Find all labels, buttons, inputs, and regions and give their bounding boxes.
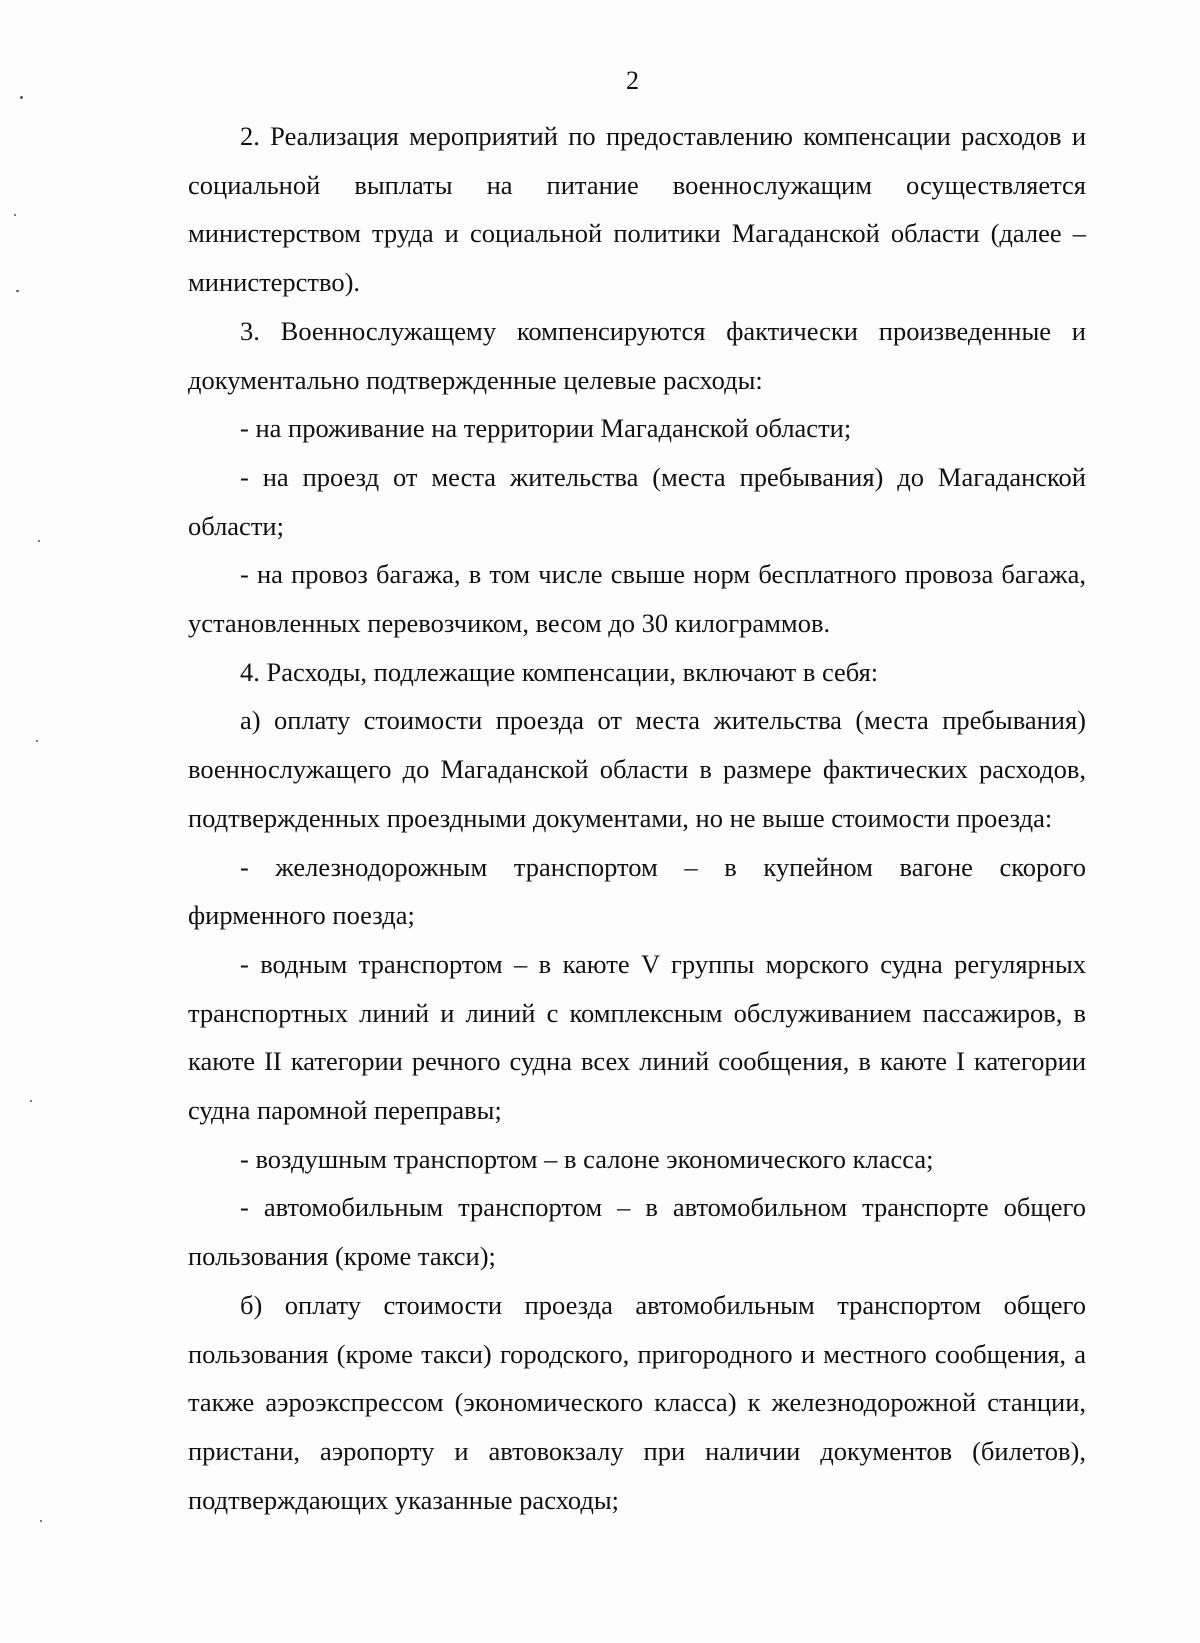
paragraph-4: 4. Расходы, подлежащие компенсации, включают в себя: xyxy=(240,656,879,687)
list-item-water: - водным транспортом – в каюте V группы морского судна регулярных транспортных линий и линий с комплексным обслуживанием пассажиров, в каюте II категории речного судна всех линий сообщения, в каюте I категории судна паромной переправы; xyxy=(188,948,1086,1126)
paragraph-2: 2. Реализация мероприятий по предоставлению компенсации расходов и социальной выплаты на питание военнослужащим осуществляется министерством труда и социальной политики Магаданской области (далее – министерство). xyxy=(188,121,1086,298)
list-item-accommodation: - на проживание на территории Магаданской области; xyxy=(240,413,852,444)
document-body xyxy=(188,112,1086,1524)
scan-speck xyxy=(20,96,23,99)
scan-speck xyxy=(30,1100,32,1102)
scan-speck xyxy=(16,290,19,292)
scan-speck xyxy=(38,540,40,542)
subparagraph-b: б) оплату стоимости проезда автомобильным транспортом общего пользования (кроме такси) городского, пригородного и местного сообщения, а также аэроэкспрессом (экономического класса) к железнодорожной станции, пристани, аэропорту и автовокзалу при наличии документов (билетов), подтверждающих указанные расходы; xyxy=(188,1289,1086,1515)
list-item-baggage: - на провоз багажа, в том числе свыше норм бесплатного провоза багажа, установленных перевозчиком, весом до 30 килограммов. xyxy=(188,559,1086,639)
scan-speck xyxy=(40,1520,42,1522)
list-item-travel: - на проезд от места жительства (места пребывания) до Магаданской области; xyxy=(188,461,1086,541)
list-item-rail: - железнодорожным транспортом – в купейном вагоне скорого фирменного поезда; xyxy=(188,851,1086,931)
paragraph-3: 3. Военнослужащему компенсируются фактически произведенные и документально подтвержденные целевые расходы: xyxy=(188,315,1086,395)
list-item-road: - автомобильным транспортом – в автомобильном транспорте общего пользования (кроме такси); xyxy=(188,1192,1086,1272)
list-item-air: - воздушным транспортом – в салоне экономического класса; xyxy=(240,1143,934,1174)
scan-speck xyxy=(36,740,38,742)
subparagraph-a: а) оплату стоимости проезда от места жительства (места пребывания) военнослужащего до Магаданской области в размере фактических расходов, подтвержденных проездными документами, но не выше стоимости проезда: xyxy=(188,705,1086,833)
page-number: 2 xyxy=(626,66,639,95)
scan-speck xyxy=(14,214,16,216)
